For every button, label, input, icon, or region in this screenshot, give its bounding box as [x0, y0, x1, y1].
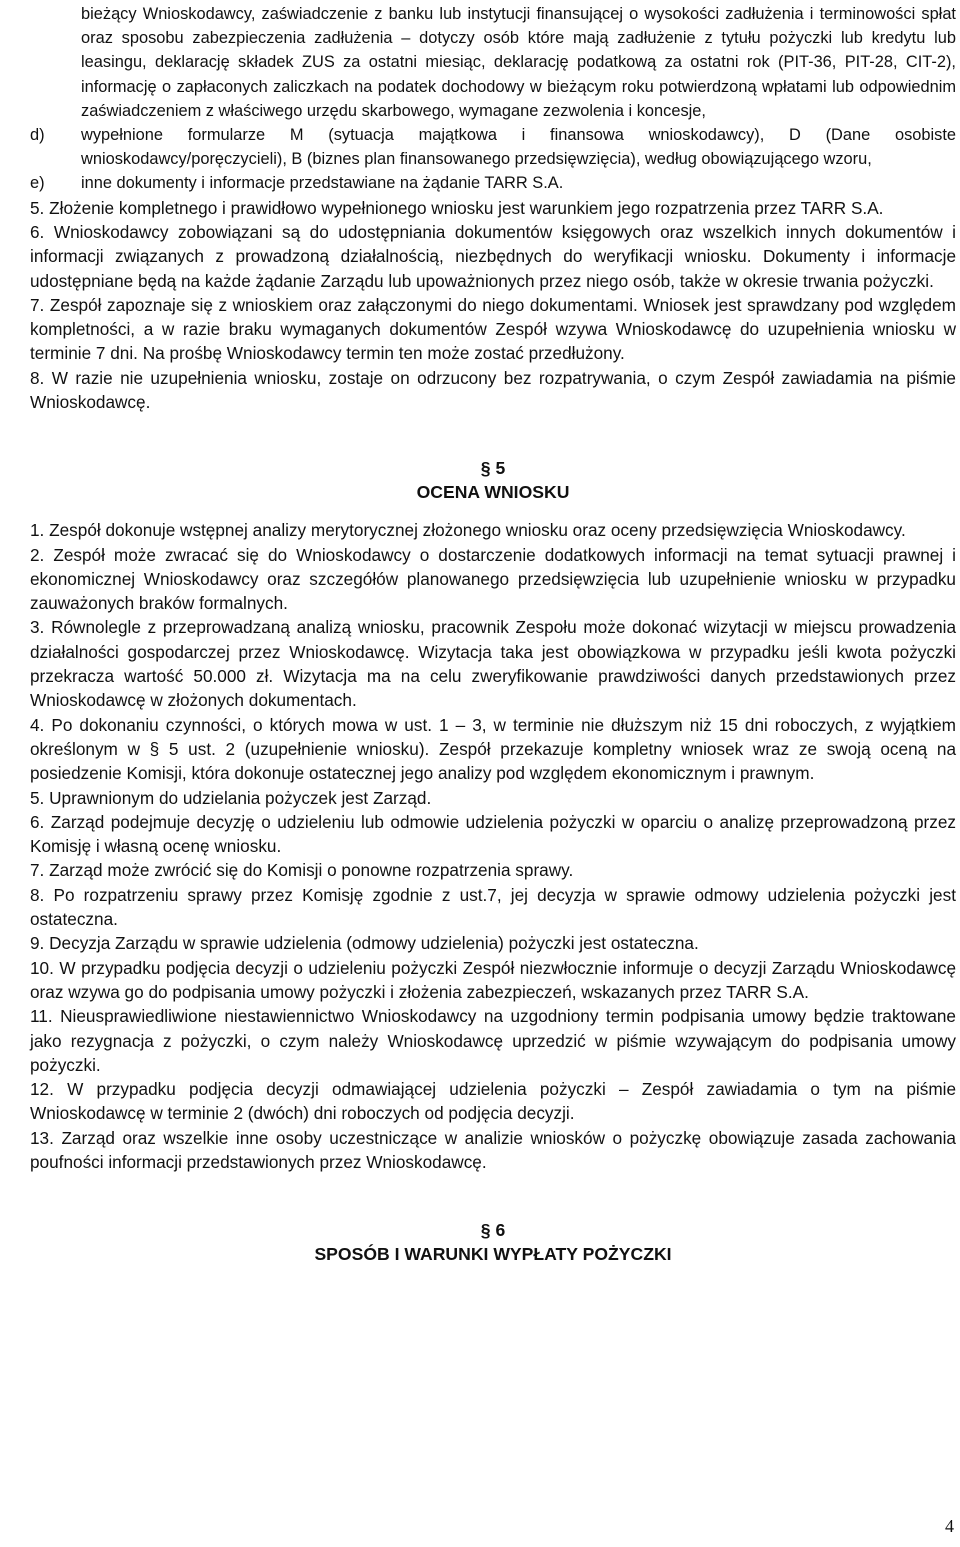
item-text: Decyzja Zarządu w sprawie udzielenia (odmowy udzielenia) pożyczki jest ostateczna. [49, 933, 699, 954]
list-item [30, 615, 956, 712]
list-item-d [30, 123, 956, 171]
list-item [30, 543, 956, 616]
item-label: d) [30, 126, 45, 145]
item-label: 6. [30, 811, 45, 832]
document-page [30, 2, 956, 1266]
item-text: Zespół dokonuje wstępnej analizy merytorycznej złożonego wniosku oraz oceny przedsięwzięcia Wnioskodawcy. [49, 520, 906, 541]
item-label: 8. [30, 367, 45, 388]
item-label: 3. [30, 617, 45, 638]
list-item-e [30, 171, 956, 195]
item-label: 4. [30, 714, 45, 735]
item-text: Równolegle z przeprowadzaną analizą wniosku, pracownik Zespołu może dokonać wizytacji w miejscu prowadzenia działalności gospodarczej przez Wnioskodawcę. Wizytacja taka jest obowiązkowa w przypadku jeśli kwota pożyczki przekracza wartość 50.000 zł. Wizytacja ma na celu zweryfikowanie prawdziwości danych przedstawionych przez Wnioskodawcę w złożonych dokumentach. [30, 617, 957, 711]
item-text: Po dokonaniu czynności, o których mowa w ust. 1 – 3, w terminie nie dłuższym niż 15 dni roboczych, z wyjątkiem określonym w § 5 ust. 2 (uzupełnienie wniosku). Zespół przekazuje kompletny wniosek wraz ze swoją oceną na posiedzenie Komisji, która dokonuje ostatecznej jego analizy pod względem ekonomicznym i prawnym. [30, 714, 957, 784]
item-text: Po rozpatrzeniu sprawy przez Komisję zgodnie z ust.7, jej decyzja w sprawie odmowy udzielenia pożyczki jest ostateczna. [30, 884, 956, 930]
section-5-list [30, 518, 956, 1174]
item-label: 5. [30, 787, 45, 808]
item-text: Zarząd może zwrócić się do Komisji o ponowne rozpatrzenia sprawy. [49, 860, 574, 881]
item-label: 9. [30, 933, 45, 954]
list-item [30, 713, 956, 786]
item-label: e) [30, 174, 45, 193]
list-item [30, 1126, 956, 1175]
item-text: W przypadku podjęcia decyzji o udzieleniu pożyczki Zespół niezwłocznie informuje o decyzji Zarządu Wnioskodawcę oraz wzywa go do podpisania umowy pożyczki i złożenia zabezpieczeń, wskazanych przez TARR S.A. [30, 957, 956, 1002]
item-text: Złożenie kompletnego i prawidłowo wypełnionego wniosku jest warunkiem jego rozpatrzenia przez TARR S.A. [49, 197, 884, 218]
item-text: Zarząd oraz wszelkie inne osoby uczestniczące w analizie wniosków o pożyczkę obowiązuje zasada zachowania poufności informacji przedstawionych przez Wnioskodawcę. [30, 1127, 956, 1173]
list-item-8 [30, 366, 956, 415]
item-label: 10. [30, 957, 54, 978]
item-text: Uprawnionym do udzielania pożyczek jest Zarząd. [49, 787, 432, 808]
item-label: 11. [30, 1006, 53, 1027]
list-item-5 [30, 196, 956, 220]
item-text: wypełnione formularze M (sytuacja majątkowa i finansowa wnioskodawcy), D (Dane osobiste wnioskodawcy/poręczycieli), B (biznes plan finansowanego przedsięwzięcia), według obowiązującego wzoru, [81, 126, 956, 169]
page-number: 4 [945, 1516, 954, 1536]
list-item [30, 518, 956, 542]
item-text: Nieusprawiedliwione niestawiennictwo Wnioskodawcy na uzgodniony termin podpisania umowy będzie traktowane jako rezygnacja z pożyczki, o czym należy Wnioskodawcę uprzedzić w piśmie wzywającym do podpisania umowy pożyczki. [30, 1006, 956, 1075]
list-item [30, 810, 956, 859]
item-label: 2. [30, 544, 45, 565]
list-item [30, 956, 956, 1005]
list-item-7 [30, 293, 956, 366]
list-item [30, 883, 956, 932]
list-item [30, 1077, 956, 1126]
item-label: 12. [30, 1079, 54, 1100]
section-5-number: § 5 [480, 458, 506, 479]
list-item-6 [30, 220, 956, 293]
item-label: 6. [30, 221, 45, 242]
item-text: Zespół może zwracać się do Wnioskodawcy o dostarczenie dodatkowych informacji na temat sytuacji prawnej i ekonomicznej Wnioskodawcy oraz szczegółów planowanego przedsięwzięcia lub uzupełnienie wniosku w przypadku zauważonych braków formalnych. [30, 544, 956, 614]
list-item [30, 931, 956, 955]
spacer [30, 504, 956, 518]
item-label: 5. [30, 197, 45, 218]
spacer [30, 414, 956, 456]
item-text: W razie nie uzupełnienia wniosku, zostaje on odrzucony bez rozpatrywania, o czym Zespół zawiadamia na piśmie Wnioskodawcę. [30, 367, 956, 412]
item-text: Zespół zapoznaje się z wnioskiem oraz załączonymi do niego dokumentami. Wniosek jest sprawdzany pod względem kompletności, a w razie braku wymaganych dokumentów Zespół wzywa Wnioskodawcę do uzupełnienia wniosku w terminie 7 dni. Na prośbę Wnioskodawcy termin ten może zostać przedłużony. [30, 294, 956, 364]
item-text: W przypadku podjęcia decyzji odmawiającej udzielenia pożyczki – Zespół zawiadamia o tym na piśmie Wnioskodawcę w terminie 2 (dwóch) dni roboczych od podjęcia decyzji. [30, 1079, 957, 1124]
item-text: inne dokumenty i informacje przedstawiane na żądanie TARR S.A. [81, 174, 564, 193]
item-label: 1. [30, 520, 45, 541]
section-6-number: § 6 [480, 1220, 506, 1241]
item-text: Wnioskodawcy zobowiązani są do udostępniania dokumentów księgowych oraz wszelkich innych dokumentów i informacji związanych z prowadzoną działalnością, niezbędnych do weryfikacji wniosku. Dokumenty i informacje udostępniane będą na każde żądanie Zarządu lub upoważnionych przez niego osób, także w okresie trwania pożyczki. [30, 221, 956, 291]
item-label: 7. [30, 294, 45, 315]
item-label: 8. [30, 884, 45, 905]
list-item [30, 858, 956, 882]
list-item [30, 1004, 956, 1077]
section-6-title: SPOSÓB I WARUNKI WYPŁATY POŻYCZKI [314, 1244, 672, 1265]
item-text: Zarząd podejmuje decyzję o udzieleniu lub odmowie udzielenia pożyczki w oparciu o analizę przeprowadzoną przez Komisję i własną ocenę wniosku. [30, 811, 956, 857]
item-c-continuation: bieżący Wnioskodawcy, zaświadczenie z banku lub instytucji finansującej o wysokości zadłużenia i terminowości spłat oraz sposobu zabezpieczenia zadłużenia – dotyczy osób które mają zadłużenie z tytułu pożyczki lub kredytu lub leasingu, deklarację składek ZUS za ostatni miesiąc, deklarację podatkową za ostatni rok (PIT-36, PIT-28, CIT-2), informację o zapłaconych zaliczkach na podatek dochodowy w bieżącym roku potwierdzoną wpłatami lub odpowiednim zaświadczeniem z właściwego urzędu skarbowego, wymagane zezwolenia i koncesje, [81, 5, 956, 120]
item-label: 13. [30, 1127, 54, 1148]
spacer [30, 1174, 956, 1218]
item-label: 7. [30, 860, 45, 881]
list-item [30, 786, 956, 810]
section-5-title: OCENA WNIOSKU [416, 482, 570, 503]
